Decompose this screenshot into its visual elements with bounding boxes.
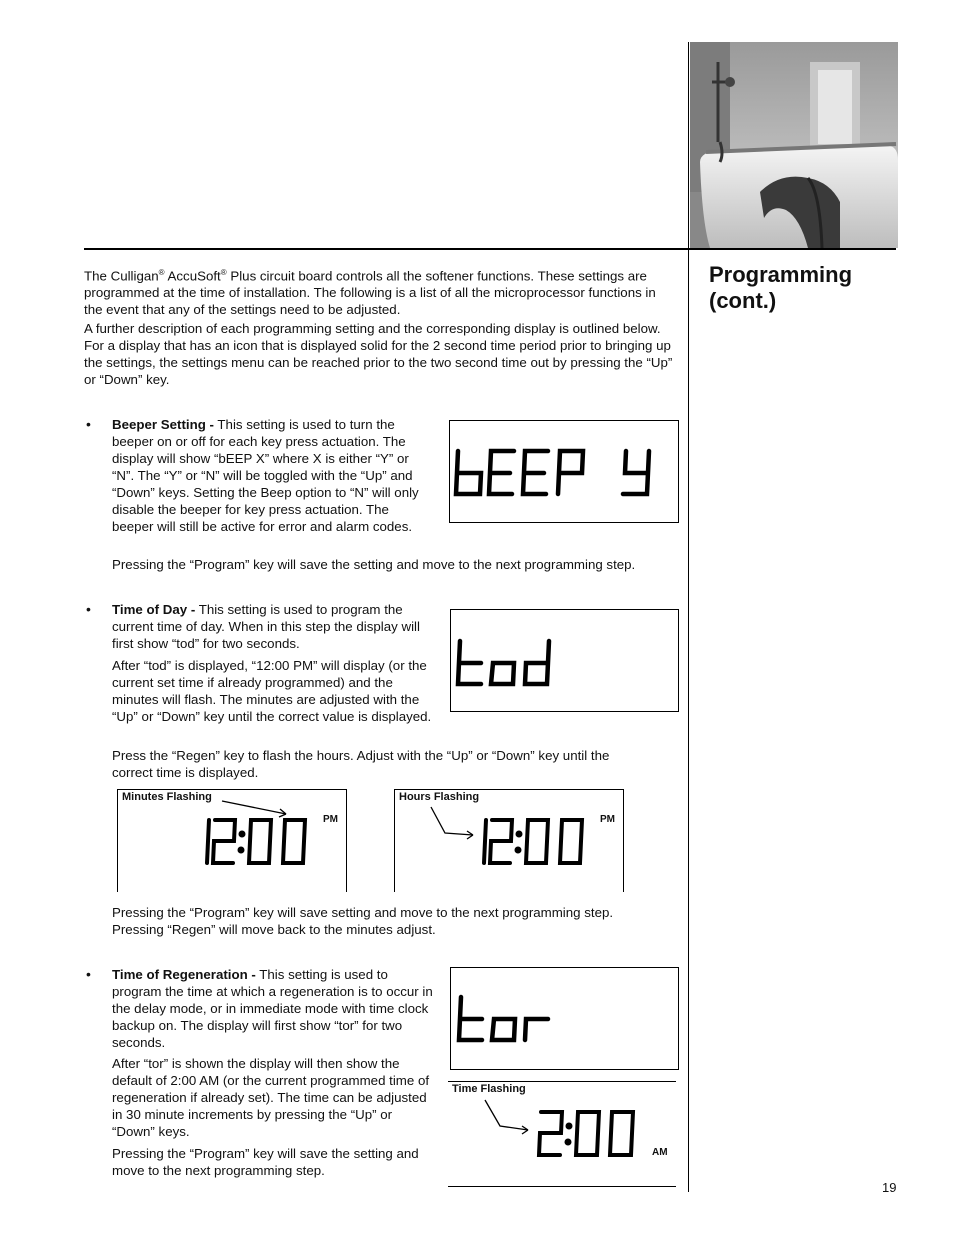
tor-paragraph-2: After “tor” is shown the display will then show the default of 2:00 AM (or the current programmed time of regeneration if already set). The time can be adjusted in 30 minute increments by pressing the “Up” or “Down” keys.: [112, 1056, 430, 1139]
vertical-rule: [688, 42, 689, 1192]
tod-after-line-1: Pressing the “Program” key will save setting and move to the next programming step.: [112, 905, 614, 920]
tod-paragraph-2: After “tod” is displayed, “12:00 PM” will display (or the current set time if already programmed) and the minutes will flash. The minutes are adjusted with the “Up” or “Down” key until the correct value is displayed.: [112, 658, 432, 724]
intro-text-b: AccuSoft: [164, 268, 221, 284]
intro-paragraph-2: A further description of each programming setting and the corresponding display is outlined below. For a display that has an icon that is displayed solid for the 2 second time period prior to bringing up the settings, the settings menu can be reached prior to the two second time out by pressing the “Up” or “Down” key.: [84, 321, 673, 387]
registered-mark: ®: [158, 268, 165, 277]
horizontal-rule: [84, 248, 896, 250]
tod-paragraph-1: [112, 601, 440, 652]
tod-heading: Time of Day -: [112, 602, 196, 617]
tod-paragraph-3: Press the “Regen” key to flash the hours. Adjust with the “Up” or “Down” key until the correct time is displayed.: [112, 748, 610, 780]
pm-indicator: PM: [323, 814, 338, 825]
beep-lcd-display: [449, 420, 679, 523]
bullet: •: [86, 416, 91, 432]
intro-paragraph-1: [84, 264, 674, 318]
section-title: Programming (cont.): [709, 262, 853, 313]
registered-mark: ®: [220, 268, 227, 277]
intro-text-c: Plus circuit board controls all the softener functions. These settings are programmed at the time of installation. The following is a list of all the microprocessor functions in the event that any of the settings need to be adjusted.: [84, 268, 656, 318]
tor-paragraph-1: [112, 966, 436, 1051]
time-flashing-label: Time Flashing: [452, 1083, 526, 1095]
tor-lcd-display: [450, 967, 679, 1070]
minutes-flashing-label: Minutes Flashing: [122, 791, 212, 803]
hours-flashing-label: Hours Flashing: [399, 791, 480, 803]
beeper-after: Pressing the “Program” key will save the setting and move to the next programming step.: [112, 557, 636, 572]
tod-after-line-2: Pressing “Regen” will move back to the minutes adjust.: [112, 922, 436, 937]
page-number: 19: [882, 1180, 897, 1195]
tor-heading: Time of Regeneration -: [112, 967, 256, 982]
am-indicator: AM: [652, 1147, 668, 1158]
tod-text: This setting is used to program the current time of day. When in this step the display will first show “tod” for two seconds.: [112, 602, 420, 651]
beeper-text: This setting is used to turn the beeper on or off for each key press actuation. The display will show “bEEP X” where X is either “Y” or “N”. The “Y” or “N” will be toggled with the “Up” and “Down” keys. Setting the Beep option to “N” will only disable the beeper for key press actuation. The beeper will still be active for error and alarm codes.: [112, 417, 419, 534]
hours-flashing-panel: [394, 789, 624, 892]
bullet: •: [86, 966, 91, 982]
bathtub-photo: [690, 42, 898, 248]
tod-lcd-display: [450, 609, 679, 712]
time-flashing-panel: [448, 1081, 676, 1187]
tor-paragraph-3: Pressing the “Program” key will save the setting and move to the next programming step.: [112, 1146, 419, 1178]
bullet: •: [86, 601, 91, 617]
minutes-flashing-panel: [117, 789, 347, 892]
tor-text: This setting is used to program the time at which a regeneration is to occur in the delay mode, or in immediate mode with time clock backup on. The display will first show “tor” for two seconds.: [112, 967, 433, 1050]
intro-text-a: The Culligan: [84, 268, 159, 284]
pm-indicator: PM: [600, 814, 615, 825]
beeper-paragraph: [112, 416, 430, 535]
tod-after: [112, 904, 672, 938]
beeper-heading: Beeper Setting -: [112, 417, 214, 432]
